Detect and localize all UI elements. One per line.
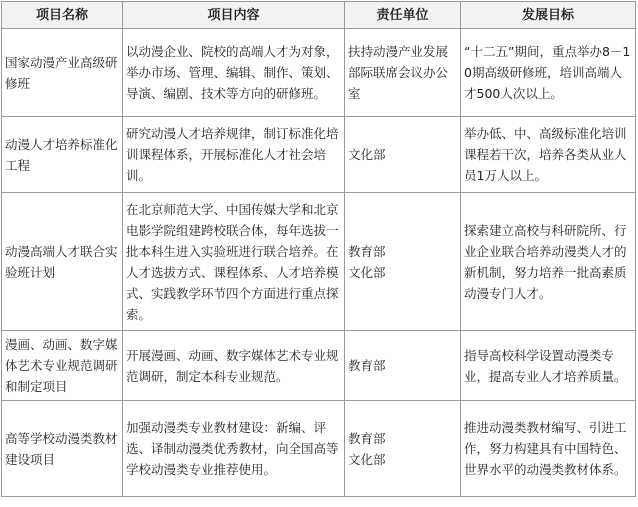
- project-content-cell: 以动漫企业、院校的高端人才为对象，举办市场、管理、编辑、制作、策划、导演、编剧、技术等方向的研修班。: [123, 29, 345, 117]
- header-responsible-unit: 责任单位: [345, 2, 461, 29]
- header-row: [2, 2, 636, 29]
- table-row: [2, 193, 636, 331]
- project-content-cell: 在北京师范大学、中国传媒大学和北京电影学院组建跨校联合体，每年选拔一批本科生进入实验班进行联合培养。在人才选拔方式、课程体系、人才培养模式、实践教学环节四个方面进行重点探索。: [123, 193, 345, 331]
- project-content-cell: 加强动漫类专业教材建设：新编、评选、译制动漫类优秀教材，向全国高等学校动漫类专业推荐使用。: [123, 401, 345, 497]
- responsible-unit: 文化部: [348, 451, 386, 467]
- responsible-unit-cell: [345, 331, 461, 401]
- responsible-unit: 文化部: [348, 264, 386, 280]
- header-project-name: 项目名称: [2, 2, 123, 29]
- project-name-cell: 高等学校动漫类教材建设项目: [2, 401, 123, 497]
- project-content-cell: 开展漫画、动画、数字媒体艺术专业规范调研，制定本科专业规范。: [123, 331, 345, 401]
- development-goal-cell: 举办低、中、高级标准化培训课程若干次，培养各类从业人员1万人以上。: [461, 117, 636, 193]
- project-name-cell: 国家动漫产业高级研修班: [2, 29, 123, 117]
- table-row: [2, 117, 636, 193]
- development-goal-cell: 推进动漫类教材编写、引进工作，努力构建具有中国特色、世界水平的动漫类教材体系。: [461, 401, 636, 497]
- responsible-unit: 教育部: [348, 430, 386, 446]
- responsible-unit: 文化部: [348, 147, 386, 162]
- responsible-unit-cell: [345, 401, 461, 497]
- responsible-unit-cell: [345, 29, 461, 117]
- project-name-cell: 动漫人才培养标准化工程: [2, 117, 123, 193]
- header-development-goal: 发展目标: [461, 2, 636, 29]
- table-row: [2, 401, 636, 497]
- responsible-unit: 教育部: [348, 358, 386, 373]
- projects-table: [1, 1, 636, 497]
- header-project-content: 项目内容: [123, 2, 345, 29]
- development-goal-cell: 探索建立高校与科研院所、行业企业联合培养动漫类人才的新机制，努力培养一批高素质动漫专门人才。: [461, 193, 636, 331]
- responsible-unit-cell: [345, 117, 461, 193]
- table-row: [2, 331, 636, 401]
- development-goal-cell: 指导高校科学设置动漫类专业，提高专业人才培养质量。: [461, 331, 636, 401]
- project-content-cell: 研究动漫人才培养规律，制订标准化培训课程体系，开展标准化人才社会培训。: [123, 117, 345, 193]
- development-goal-cell: “十二五”期间，重点举办8－10期高级研修班，培训高端人才500人次以上。: [461, 29, 636, 117]
- responsible-unit: 教育部: [348, 243, 386, 259]
- responsible-unit-cell: [345, 193, 461, 331]
- responsible-unit: 扶持动漫产业发展部际联席会议办公室: [348, 44, 449, 101]
- project-name-cell: 动漫高端人才联合实验班计划: [2, 193, 123, 331]
- project-name-cell: 漫画、动画、数字媒体艺术专业规范调研和制定项目: [2, 331, 123, 401]
- table-row: [2, 29, 636, 117]
